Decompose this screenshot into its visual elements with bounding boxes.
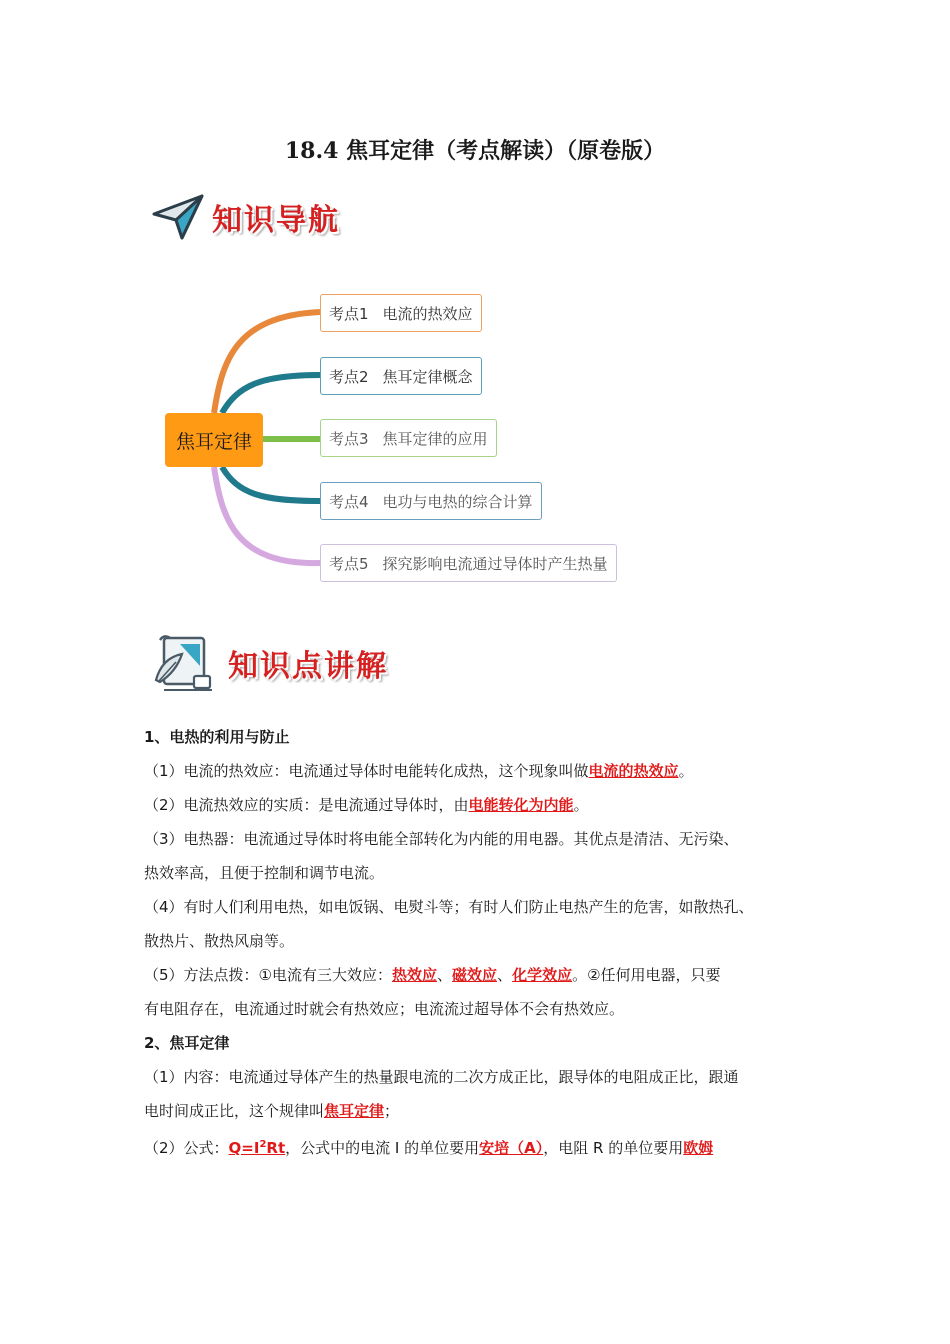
key-term: 磁效应 bbox=[452, 966, 498, 984]
content-body bbox=[144, 720, 824, 1165]
mindmap-center-node: 焦耳定律 bbox=[165, 413, 263, 467]
node-label: 探究影响电流通过导体时产生热量 bbox=[382, 554, 608, 573]
formula: $Q=I^2Rt$ bbox=[228, 1139, 286, 1157]
branch-2 bbox=[222, 375, 320, 413]
node-label: 电流的热效应 bbox=[382, 304, 473, 323]
paragraph-1-3: （3）电热器：电流通过导体时将电能全部转化为内能的用电器。其优点是清洁、无污染、 bbox=[144, 830, 739, 848]
scroll-quill-icon bbox=[150, 632, 218, 694]
node-number: 考点2 bbox=[329, 367, 369, 386]
key-term: 焦耳定律 bbox=[324, 1102, 385, 1120]
knowledge-explain-title: 知识点讲解 bbox=[228, 649, 388, 684]
node-number: 考点3 bbox=[329, 429, 369, 448]
key-term: 热效应 bbox=[392, 966, 438, 984]
node-label: 焦耳定律的应用 bbox=[382, 429, 488, 448]
key-term: 电流的热效应 bbox=[588, 762, 679, 780]
knowledge-explain-banner bbox=[150, 632, 388, 694]
paragraph-1-5-cont: 有电阻存在，电流通过时就会有热效应；电流流过超导体不会有热效应。 bbox=[144, 1000, 625, 1018]
paragraph-1-1: （1）电流的热效应：电流通过导体时电能转化成热，这个现象叫做电流的热效应。 bbox=[144, 762, 694, 780]
node-label: 焦耳定律概念 bbox=[382, 367, 473, 386]
branch-4 bbox=[222, 467, 320, 501]
paragraph-2-1-cont: 电时间成正比，这个规律叫焦耳定律； bbox=[144, 1102, 400, 1120]
paragraph-2-2: （2）公式：$Q=I^2Rt$，公式中的电流 I 的单位要用安培（A），电阻 R 的单位要用欧姆 bbox=[144, 1139, 714, 1157]
mindmap-node-4 bbox=[320, 482, 542, 520]
node-number: 考点4 bbox=[329, 492, 369, 511]
paragraph-1-5: （5）方法点拨：①电流有三大效应：热效应、磁效应、化学效应。②任何用电器，只要 bbox=[144, 966, 721, 984]
key-term: 电能转化为内能 bbox=[468, 796, 574, 814]
paragraph-1-4: （4）有时人们利用电热，如电饭锅、电熨斗等；有时人们防止电热产生的危害，如散热孔、 bbox=[144, 898, 754, 916]
section-1-heading: 1、电热的利用与防止 bbox=[144, 728, 290, 746]
node-number: 考点5 bbox=[329, 554, 369, 573]
mindmap-node-2 bbox=[320, 357, 482, 395]
key-term: 安培（A） bbox=[479, 1139, 544, 1157]
paragraph-1-3-cont: 热效率高，且便于控制和调节电流。 bbox=[144, 864, 385, 882]
node-number: 考点1 bbox=[329, 304, 369, 323]
paragraph-2-1: （1）内容：电流通过导体产生的热量跟电流的二次方成正比，跟导体的电阻成正比，跟通 bbox=[144, 1068, 739, 1086]
paper-plane-icon bbox=[150, 192, 206, 242]
paragraph-1-2: （2）电流热效应的实质：是电流通过导体时，由电能转化为内能。 bbox=[144, 796, 589, 814]
node-label: 电功与电热的综合计算 bbox=[382, 492, 533, 511]
mindmap-node-3 bbox=[320, 419, 497, 457]
branch-5 bbox=[214, 467, 320, 563]
paragraph-1-4-cont: 散热片、散热风扇等。 bbox=[144, 932, 295, 950]
key-term: 欧姆 bbox=[683, 1139, 714, 1157]
mindmap-node-5 bbox=[320, 544, 617, 582]
mindmap-node-1 bbox=[320, 294, 482, 332]
page-title: 18.4 焦耳定律（考点解读）（原卷版） bbox=[284, 138, 666, 164]
knowledge-nav-banner bbox=[150, 192, 340, 242]
section-2-heading: 2、焦耳定律 bbox=[144, 1034, 230, 1052]
key-term: 化学效应 bbox=[512, 966, 573, 984]
branch-1 bbox=[214, 312, 320, 413]
knowledge-nav-title: 知识导航 bbox=[212, 203, 340, 238]
